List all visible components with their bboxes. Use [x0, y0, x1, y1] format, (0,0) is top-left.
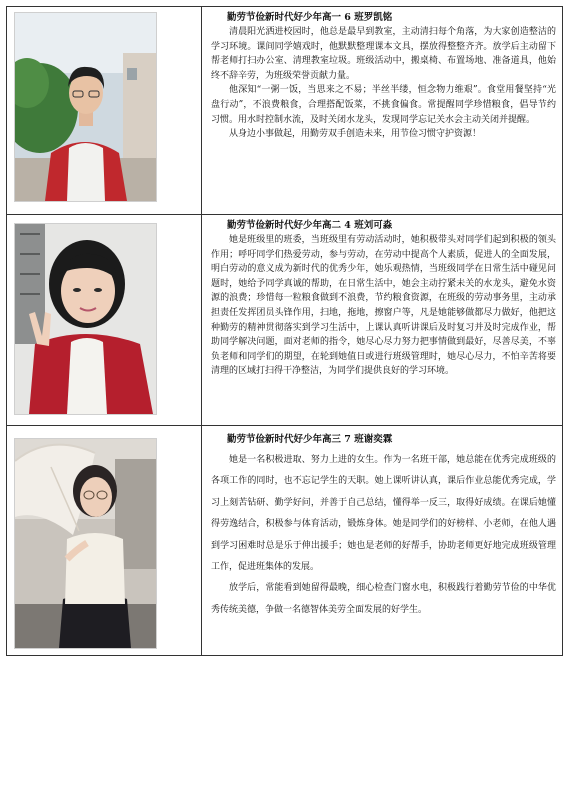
student-row [7, 214, 562, 425]
profile-paragraph: 她是班级里的班委，当班级里有劳动活动时，她积极带头对同学们起到积极的领头作用；呼吁同学们热爱劳动，参与劳动，在劳动中提高个人素质，促进人的全面发展，明白劳动的意义成为新时代的优秀少年，她乐观热情，当班级同学在日常生活中碰见问题时，她给予同学真诚的帮助，在日常生活中，她会主动拧紧未关的水龙头，避免水资源的浪费；珍惜每一粒粮食做到不浪费，节约粮食资源，在班级的劳动事务里，主动承担责任发挥团员头锋作用，扫地，拖地，擦窗户等，凡是她能够做都尽力做好，他把这种勤劳的精神贯彻落实到学习生活中，上课认真听讲课后及时复习并及时完成作业，帮助同学解决问题，面对老师的指令，她尽心尽力努力把事情做到最好，尽善尽美，不辜负老师和同学们的期望，在轮到她值日或进行班级管理时，她尽心尽力，不怕辛苦将要清理的区域打扫得干净整洁，为同学们提供良好的学习环境。 [211, 235, 556, 377]
student-photo-xie [14, 438, 157, 649]
profile-paragraph: 清晨阳光洒进校园时，他总是最早到教室，主动清扫每个角落，为大家创造整洁的学习环境。课间同学嬉戏时，他默默整理课本文具，摆放得整整齐齐。放学后主动留下帮老师打扫办公室、清理教室垃圾。班级活动中，搬桌椅、布置场地、准备道具，他始终不辞辛劳，为班级荣誉贡献力量。 [211, 27, 556, 81]
profile-paragraph: 她是一名积极进取、努力上进的女生。作为一名班干部，她总能在优秀完成班级的各项工作的同时，也不忘记学生的天职。她上课听讲认真，课后作业总能优秀完成，学习上刻苦钻研、勤学好问，并善于自己总结，懂得举一反三，取得好成绩。在课后她懂得劳逸结合，积极参与体育活动，锻炼身体。她是同学们的好榜样、小老师，在他人遇到学习困难时总是乐于伸出援手；她也是老师的好帮手，协助老师更好地完成班级管理工作，促进班集体的发展。 [211, 455, 556, 573]
photo-cell [7, 215, 202, 425]
profile-text-cell [203, 7, 562, 214]
boy-portrait-image [15, 13, 156, 201]
student-photo-luo [14, 12, 157, 202]
student-row [7, 7, 562, 214]
photo-cell [7, 7, 202, 214]
student-photo-liu [14, 223, 157, 415]
girl-portrait-image [15, 224, 156, 414]
profile-title: 勤劳节俭新时代好少年高一 6 班罗凯铭 [227, 12, 393, 23]
girl-umbrella-image [15, 439, 156, 648]
profile-paragraph: 放学后，常能看到她留得最晚，细心检查门窗水电，积极践行着勤劳节俭的中华优秀传统美德，争做一名德智体美劳全面发展的好学生。 [211, 583, 556, 615]
photo-cell [7, 426, 202, 656]
student-row [7, 425, 562, 656]
profile-paragraph: 从身边小事做起，用勤劳双手创造未来，用节俭习惯守护资源！ [229, 129, 482, 140]
profile-text-cell [203, 215, 562, 425]
student-profile-table [6, 6, 563, 656]
profile-paragraph: 他深知“一粥一饭，当思来之不易；半丝半缕，恒念物力维艰”。食堂用餐坚持“光盘行动”，不浪费粮食，合理搭配饭菜，不挑食偏食。常提醒同学珍惜粮食，倡导节约习惯。用水时控制水流，及时关闭水龙头，发现同学忘记关水会主动关闭并提醒。 [211, 85, 556, 125]
profile-text-cell [203, 426, 562, 656]
profile-title: 勤劳节俭新时代好少年高三 7 班谢奕霖 [227, 434, 393, 445]
profile-title: 勤劳节俭新时代好少年高二 4 班刘可淼 [227, 220, 393, 231]
